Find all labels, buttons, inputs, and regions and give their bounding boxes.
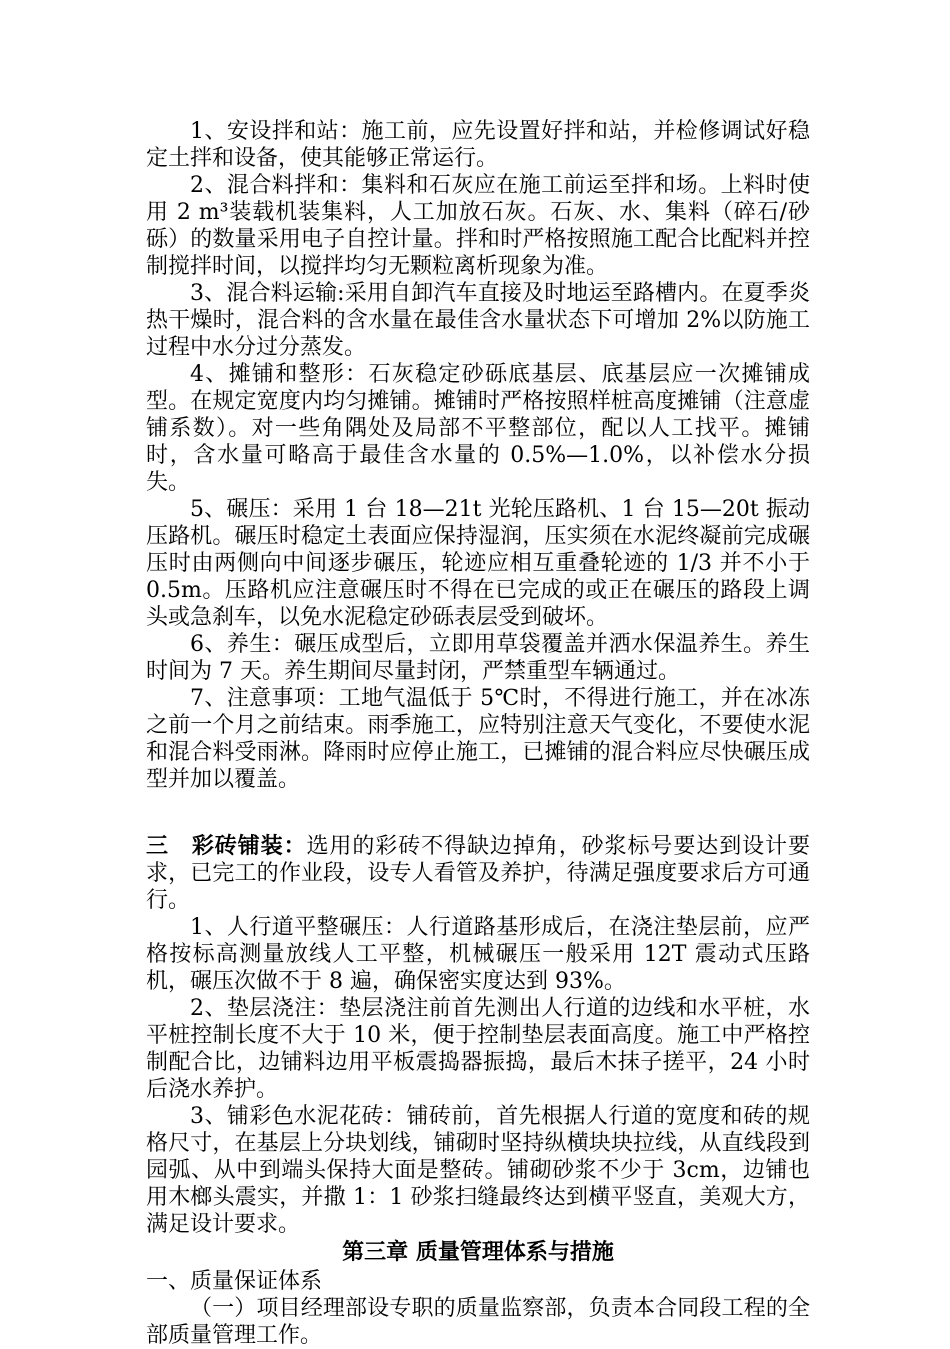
paragraph-precautions: 7、注意事项：工地气温低于 5℃时，不得进行施工，并在冰冻之前一个月之前结束。雨季施工，应特别注意天气变化，不要使水泥和混合料受雨淋。降雨时应停止施工，已摊铺的混合料应尽快碾压成型并加以覆盖。: [146, 686, 810, 792]
paragraph-spreading-shaping: 4、摊铺和整形：石灰稳定砂砾底基层、底基层应一次摊铺成型。在规定宽度内均匀摊铺。摊铺时严格按照样桩高度摊铺（注意虚铺系数）。对一些角隅处及局部不平整部位，配以人工找平。摊铺时，含水量可略高于最佳含水量的 0.5%—1.0%，以补偿水分损失。: [146, 362, 810, 495]
paragraph-mixture-transport: 3、混合料运输:采用自卸汽车直接及时地运至路槽内。在夏季炎热干燥时，混合料的含水量在最佳含水量状态下可增加 2%以防施工过程中水分过分蒸发。: [146, 281, 810, 360]
paragraph-curing: 6、养生：碾压成型后，立即用草袋覆盖并洒水保温养生。养生时间为 7 天。养生期间尽量封闭，严禁重型车辆通过。: [146, 632, 810, 684]
section-title-quality-system: 一、质量保证体系: [146, 1269, 323, 1294]
chapter-title: 第三章 质量管理体系与措施: [342, 1240, 614, 1265]
section-heading-brick-paving: 三 彩砖铺装：: [146, 834, 307, 859]
document-page: [146, 118, 810, 1349]
paragraph-mixture-mixing: 2、混合料拌和：集料和石灰应在施工前运至拌和场。上料时使用 2 m³装载机装集料，人工加放石灰。石灰、水、集料（碎石/砂砾）的数量采用电子自控计量。拌和时严格按照施工配合比配料并控制搅拌时间，以搅拌均匀无颗粒离析现象为准。: [146, 173, 810, 279]
paragraph-quality-department: （一）项目经理部设专职的质量监察部，负责本合同段工程的全部质量管理工作。: [146, 1296, 810, 1348]
paragraph-sidewalk-rolling: 1、人行道平整碾压：人行道路基形成后，在浇注垫层前，应严格按标高测量放线人工平整，机械碾压一般采用 12T 震动式压路机，碾压次做不于 8 遍，确保密实度达到 93%。: [146, 915, 810, 994]
paragraph-cushion-pouring: 2、垫层浇注：垫层浇注前首先测出人行道的边线和水平桩，水平桩控制长度不大于 10 米，便于控制垫层表面高度。施工中严格控制配合比，边铺料边用平板震捣器振捣，最后木抹子搓平，24 小时后浇水养护。: [146, 996, 810, 1102]
paragraph-brick-paving: [146, 833, 810, 914]
paragraph-rolling: 5、碾压：采用 1 台 18—21t 光轮压路机、1 台 15—20t 振动压路机。碾压时稳定土表面应保持湿润，压实须在水泥终凝前完成碾压时由两侧向中间逐步碾压，轮迹应相互重叠轮迹的 1/3 并不小于 0.5m。压路机应注意碾压时不得在已完成的或正在碾压的路段上调头或急刹车，以免水泥稳定砂砾表层受到破坏。: [146, 497, 810, 630]
blank-line: [146, 793, 810, 833]
paragraph-laying-bricks: 3、铺彩色水泥花砖：铺砖前，首先根据人行道的宽度和砖的规格尺寸，在基层上分块划线，铺砌时坚持纵横块块拉线，从直线段到园弧、从中到端头保持大面是整砖。铺砌砂浆不少于 3cm，边铺也用木榔头震实，并撒 1：1 砂浆扫缝最终达到横平竖直，美观大方，满足设计要求。: [146, 1104, 810, 1237]
paragraph-mixing-station: 1、安设拌和站：施工前，应先设置好拌和站，并检修调试好稳定土拌和设备，使其能够正常运行。: [146, 119, 810, 171]
brick-paving-text: 选用的彩砖不得缺边掉角，砂浆标号要达到设计要求，已完工的作业段，设专人看管及养护，待满足强度要求后方可通行。: [146, 834, 810, 913]
